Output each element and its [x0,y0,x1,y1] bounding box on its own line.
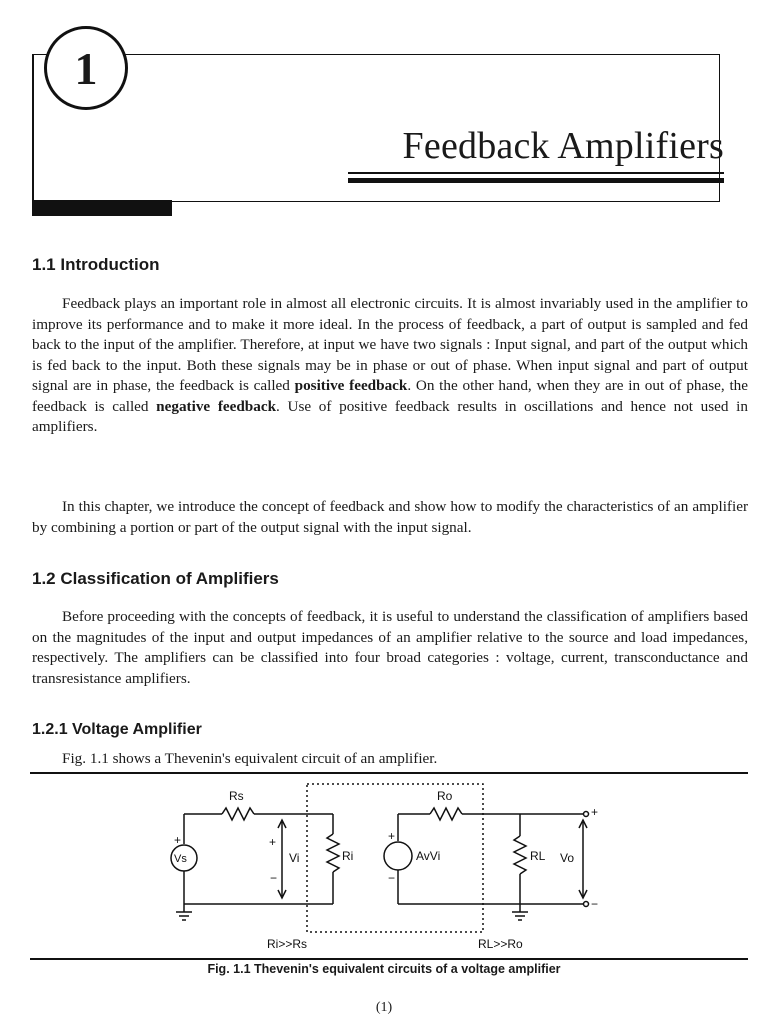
section-heading-classification: 1.2 Classification of Amplifiers [32,569,279,588]
section-heading-introduction: 1.1 Introduction [32,255,160,274]
subsection-heading-voltage-amplifier: 1.2.1 Voltage Amplifier [32,721,202,738]
label-avvi: AvVi [416,849,441,863]
label-vi: Vi [289,851,300,865]
label-ri: Ri [342,849,354,863]
label-condition-output: RL>>Ro [478,937,523,951]
intro-text-c: . On the other hand, when they are in out of phase, the feedback is called [32,377,748,415]
classification-paragraph [32,607,748,689]
intro-text-a: Feedback plays an important role in almost all electronic circuits. It is almost invariably used in the amplifier to improve its performance and to make it more ideal. In the process of feedback, a part of output is sampled and fed back to the input of the amplifier. Therefore, at input we have two signals : Input signal, and part of the output which is fed back to the input. Both these signals may be in phase or out of phase. When input signal and part of output signal are in phase, the feedback is called [32,295,748,394]
rs-resistor [222,808,254,820]
label-rs: Rs [229,789,244,803]
header-black-bar [32,200,172,216]
page-number: (1) [375,1000,393,1015]
voltage-amplifier-circuit-diagram [150,778,630,956]
chapter-title: Feedback Amplifiers [402,125,724,167]
title-underline-thick [348,178,724,183]
rl-resistor [514,836,526,874]
label-avvi-minus: − [388,871,396,885]
chapter-header-left-rule [32,54,34,202]
label-vi-plus: + [269,835,277,849]
label-vo-minus: − [591,897,599,911]
label-rl: RL [530,849,546,863]
label-ro: Ro [437,789,453,803]
voltage-amplifier-text: Fig. 1.1 shows a Thevenin's equivalent circuit of an amplifier. [62,750,438,767]
label-condition-input: Ri>>Rs [267,937,308,951]
avvi-source-circle [384,842,412,870]
figure-bottom-rule [30,958,748,960]
chapter-number: 1 [74,42,98,94]
label-avvi-plus: + [388,829,396,843]
label-vs-plus: + [174,833,182,847]
figure-top-rule [30,772,748,774]
chapter-number-badge [44,26,128,110]
term-positive-feedback: positive feedback [294,377,408,394]
ro-resistor [430,808,462,820]
title-underline-thin [348,172,724,174]
ri-resistor [327,834,339,872]
label-vo: Vo [560,851,575,865]
label-vo-plus: + [591,805,599,819]
intro-text-e: . Use of positive feedback results in oscillations and hence not used in amplifiers. [32,397,748,435]
label-vi-minus: − [270,871,278,885]
term-negative-feedback: negative feedback [156,397,277,415]
voltage-amplifier-paragraph [32,749,748,770]
intro-paragraph-2-text: In this chapter, we introduce the concept of feedback and show how to modify the characteristics of an amplifier by combining a portion or part of the output signal with the input signal. [32,498,748,536]
intro-paragraph-1 [32,294,748,438]
label-vs: Vs [174,853,187,865]
figure-caption: Fig. 1.1 Thevenin's equivalent circuits of a voltage amplifier [207,962,561,976]
intro-paragraph-2 [32,497,748,538]
classification-paragraph-text: Before proceeding with the concepts of feedback, it is useful to understand the classification of amplifiers based on the magnitudes of the input and output impedances of an amplifier relative to the source and load impedances, respectively. The amplifiers can be classified into four broad categories : voltage, current, transconductance and transresistance amplifiers. [32,608,748,687]
